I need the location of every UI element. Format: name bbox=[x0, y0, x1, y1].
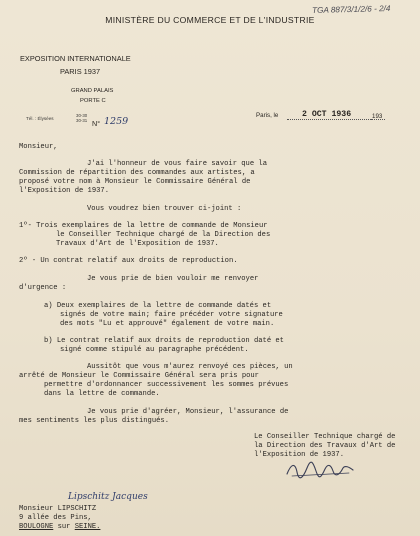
recipient-handwritten-name: Lipschitz Jacques bbox=[68, 492, 148, 502]
item-line: Travaux d'Art de l'Exposition de 1937. bbox=[56, 240, 219, 248]
reference-number-handwritten: 1259 bbox=[104, 116, 129, 127]
recipient-name: Monsieur LIPSCHITZ bbox=[19, 505, 97, 513]
telephone-label: Tél. : Élysées bbox=[26, 116, 54, 121]
item-line: b) Le contrat relatif aux droits de reproduction daté et bbox=[44, 337, 284, 345]
signatory-line: la Direction des Travaux d'Art de bbox=[254, 442, 396, 450]
recipient-river: SEINE. bbox=[74, 523, 101, 531]
recipient-line-2: 9 allée des Pins, bbox=[19, 514, 92, 522]
signatory-line: Le Conseiller Technique chargé de bbox=[254, 433, 396, 441]
paragraph-enclosed: Vous voudrez bien trouver ci-joint : bbox=[87, 205, 242, 213]
stamped-date: 2 OCT 1936 bbox=[302, 110, 352, 119]
porte-label: PORTE C bbox=[80, 98, 106, 104]
paragraph-line: Je vous prie de bien vouloir me renvoyer bbox=[87, 275, 259, 283]
telephone-number-2: 30-31 bbox=[76, 118, 88, 124]
telephone-numbers bbox=[76, 113, 87, 123]
recipient-line-3 bbox=[19, 523, 100, 532]
item-line: des mots "Lu et approuvé" également de votre main. bbox=[60, 320, 275, 328]
item-line: a) Deux exemplaires de la lettre de commande datés et bbox=[44, 302, 272, 310]
item-line: signé comme stipulé au paragraphe précédent. bbox=[60, 346, 249, 354]
paragraph-line: Commission de répartition des commandes aux artistes, a bbox=[19, 169, 255, 177]
salutation: Monsieur, bbox=[19, 143, 58, 151]
dateline-place: Paris, le bbox=[256, 112, 279, 119]
item-line: signés de votre main; faire précéder votre signature bbox=[60, 311, 283, 319]
ministry-heading: MINISTÈRE DU COMMERCE ET DE L'INDUSTRIE bbox=[105, 15, 315, 25]
enclosure-item-2: 2º - Un contrat relatif aux droits de reproduction. bbox=[19, 257, 238, 265]
paragraph-line: arrêté de Monsieur le Commissaire Général sera pris pour bbox=[19, 372, 259, 380]
signatory-line: l'Exposition de 1937. bbox=[254, 451, 344, 459]
archive-reference: TGA 887/3/1/2/6 - 2/4 bbox=[311, 3, 391, 16]
paragraph-line: Aussitôt que vous m'aurez renvoyé ces pièces, un bbox=[87, 363, 293, 371]
item-line: 1º- Trois exemplaires de la lettre de commande de Monsieur bbox=[19, 222, 268, 230]
paragraph-line: proposé votre nom à Monsieur le Commissaire Général de bbox=[19, 178, 251, 186]
dateline-year-prefix: 193 bbox=[372, 113, 383, 120]
handwritten-signature bbox=[283, 456, 357, 482]
recipient-city: BOULOGNE bbox=[19, 523, 54, 531]
exposition-city-year: PARIS 1937 bbox=[60, 67, 101, 76]
paragraph-line: Je vous prie d'agréer, Monsieur, l'assurance de bbox=[87, 408, 289, 416]
reference-label: N° bbox=[92, 119, 101, 128]
recipient-sur: sur bbox=[53, 523, 75, 531]
paragraph-line: dans la lettre de commande. bbox=[44, 390, 160, 398]
item-line: le Conseiller Technique chargé de la Direction des bbox=[56, 231, 271, 239]
paragraph-line: mes sentiments les plus distingués. bbox=[19, 417, 169, 425]
paragraph-line: l'Exposition de 1937. bbox=[19, 187, 109, 195]
recipient-line-1 bbox=[19, 505, 96, 514]
telephone-number-1: 30-30 bbox=[76, 113, 88, 118]
date-dotted-line bbox=[287, 119, 371, 120]
paragraph-line: permettre d'ordonnancer successivement les sommes prévues bbox=[44, 381, 289, 389]
paragraph-line: J'ai l'honneur de vous faire savoir que la bbox=[87, 160, 267, 168]
paragraph-line: d'urgence : bbox=[19, 284, 67, 292]
exposition-title: EXPOSITION INTERNATIONALE bbox=[20, 54, 131, 63]
grand-palais-label: GRAND PALAIS bbox=[71, 88, 114, 94]
